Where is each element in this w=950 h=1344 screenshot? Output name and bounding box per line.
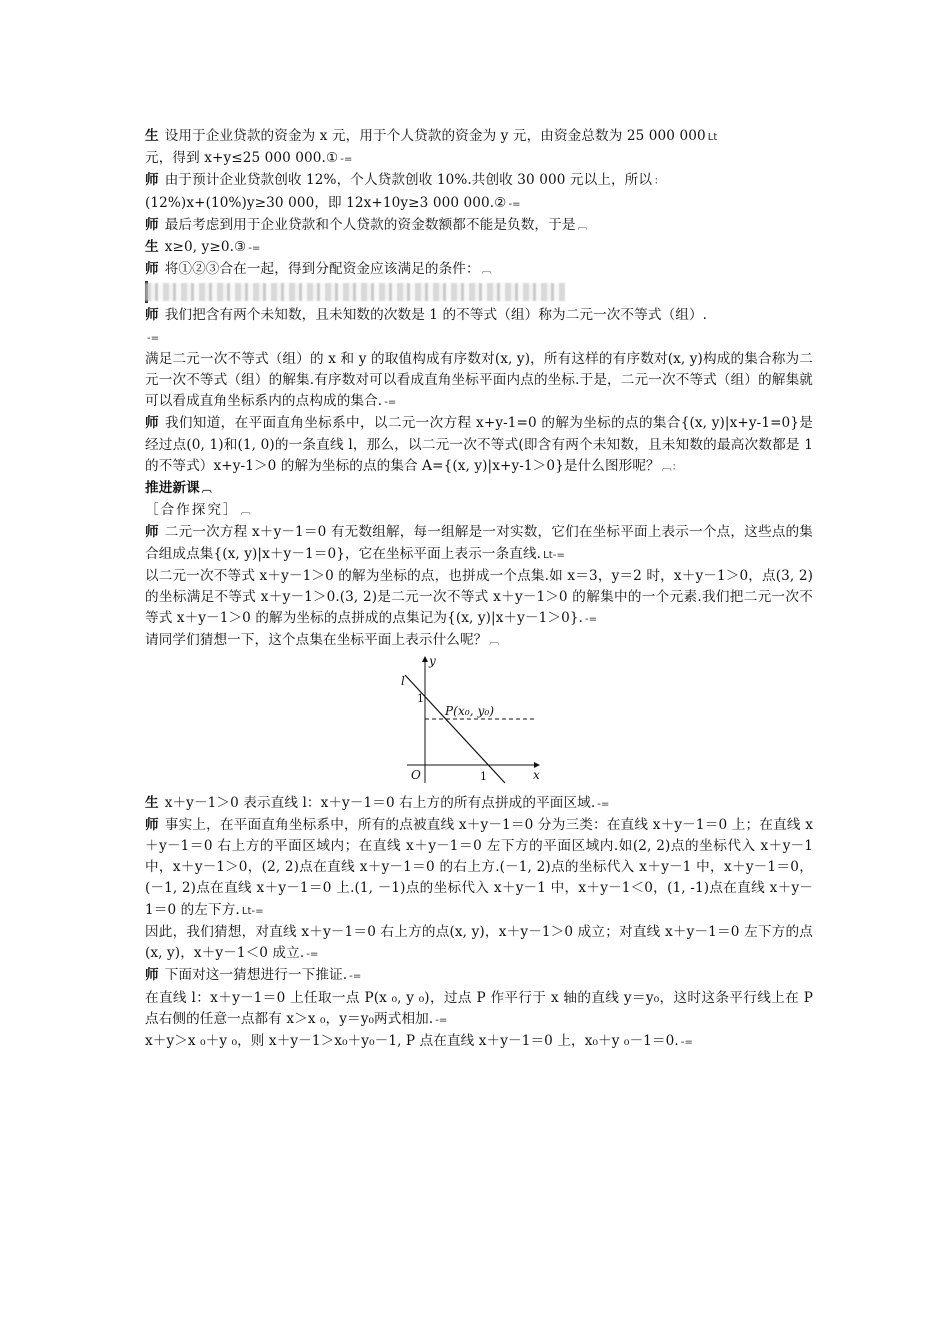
paragraph-text: 设用于企业贷款的资金为 x 元，用于个人贷款的资金为 y 元，由资金总数为 25 000 000 <box>164 128 706 144</box>
speaker-label: 师 <box>145 524 159 541</box>
paragraph-text: 将①②③合在一起，得到分配资金应该满足的条件： <box>164 261 480 278</box>
y-tick-label: 1 <box>417 691 425 705</box>
paragraph <box>145 1031 813 1053</box>
speaker-label: 师 <box>145 261 159 278</box>
scan-mark: Lt-= <box>543 549 565 561</box>
smudged-inequality-system <box>145 281 813 305</box>
scan-mark: -= <box>597 798 610 810</box>
paragraph-text: x＋y－1＞0 表示直线 l：x＋y－1＝0 右上方的所有点拼成的平面区域. <box>164 794 596 811</box>
paragraph <box>145 988 813 1031</box>
document-content <box>145 126 813 1053</box>
scan-mark: ︹ <box>481 265 492 277</box>
paragraph <box>145 126 813 148</box>
line-l-label: l <box>401 673 405 688</box>
scan-mark: -= <box>508 198 521 210</box>
exploration-dialogue <box>145 522 813 652</box>
y-axis-label: y <box>429 653 436 668</box>
scan-mark: ︹ <box>577 220 588 232</box>
section-heading: 推进新课 ︹ <box>145 480 212 497</box>
coordinate-diagram <box>397 653 547 787</box>
scan-mark: ： <box>654 176 665 188</box>
scan-mark: Lt <box>707 132 718 143</box>
paragraph <box>145 793 813 815</box>
point-p-label: P(x₀, y₀) <box>445 703 495 718</box>
paragraph-text: x≥0, y≥0.③ <box>164 239 247 256</box>
subsection-heading: ［合作探究］ ︹ <box>145 502 253 519</box>
speaker-label: 生 <box>145 128 159 144</box>
origin-label: O <box>411 767 421 782</box>
scan-mark: -= <box>248 243 261 255</box>
paragraph <box>145 922 813 965</box>
paragraph-text: 下面对这一猜想进行一下推证. <box>164 967 348 984</box>
paragraph <box>145 815 813 922</box>
paragraph-text: 元，得到 x+y≤25 000 000.① <box>145 150 339 167</box>
speaker-label: 生 <box>145 239 159 256</box>
speaker-label: 生 <box>145 794 159 811</box>
paragraph <box>145 193 813 215</box>
scan-mark: -= <box>680 1036 693 1048</box>
speaker-label: 师 <box>145 816 159 833</box>
paragraph-text: 我们知道，在平面直角坐标系中，以二元一次方程 x+y-1=0 的解为坐标的点的集合{(x, y)|x+y-1=0}是经过点(0, 1)和(1, 0)的一条直线 l，那么，以二元一次不等式(即含有两个未知数，且未知数的最高次数都是 1 的不等式）x+y-1＞0 的解为坐标的点的集合 A={(x, y)|x+y-1＞0}是什么图形呢？ <box>145 415 813 474</box>
paragraph <box>145 327 813 349</box>
speaker-label: 师 <box>145 172 159 189</box>
paragraph <box>145 630 813 652</box>
proof-dialogue <box>145 793 813 1053</box>
paragraph <box>145 170 813 192</box>
scan-mark: -= <box>340 154 353 166</box>
paragraph-text: 由于预计企业贷款创收 12%，个人贷款创收 10%.共创收 30 000 元以上，所以 <box>164 172 653 189</box>
scan-mark: ︹ <box>489 636 500 648</box>
paragraph <box>145 237 813 259</box>
scan-mark: ︹： <box>661 461 682 473</box>
definition-dialogue <box>145 305 813 478</box>
intro-dialogue <box>145 126 813 281</box>
x-tick-label: 1 <box>480 769 488 783</box>
speaker-label: 师 <box>145 307 159 324</box>
paragraph <box>145 259 813 281</box>
paragraph-text: 满足二元一次不等式（组）的 x 和 y 的取值构成有序数对(x, y)，所有这样的有序数对(x, y)构成的集合称为二元一次不等式（组）的解集.有序数对可以看成直角坐标平面内点的坐标.于是，二元一次不等式（组）的解集就可以看成直角坐标系内的点构成的集合. <box>145 350 813 410</box>
speaker-label: 师 <box>145 967 159 984</box>
paragraph <box>145 305 813 326</box>
paragraph <box>145 413 813 478</box>
paragraph-text: 请同学们猜想一下，这个点集在坐标平面上表示什么呢？ <box>145 632 488 649</box>
scan-mark: -= <box>584 614 598 626</box>
scan-mark: -= <box>384 397 397 409</box>
x-axis-label: x <box>533 767 540 782</box>
scan-mark: -= <box>349 971 362 983</box>
paragraph-text: 二元一次方程 x＋y－1＝0 有无数组解，每一组解是一对实数，它们在坐标平面上表示一个点，这些点的集合组成点集{(x, y)|x＋y－1＝0}，它在坐标平面上表示一条直线. <box>145 524 813 562</box>
speaker-label: 师 <box>145 216 159 233</box>
scan-mark: -= <box>147 332 160 344</box>
paragraph <box>145 522 813 565</box>
paragraph-text: 因此，我们猜想，对直线 x＋y－1＝0 右上方的点(x, y)，x＋y－1＞0 成立；对直线 x＋y－1＝0 左下方的点(x, y)，x＋y－1＜0 成立. <box>145 923 813 962</box>
paragraph-text: 事实上，在平面直角坐标系中，所有的点被直线 x＋y－1＝0 分为三类：在直线 x＋y－1＝0 上；在直线 x＋y－1＝0 右上方的平面区域内；在直线 x＋y－1＝0 左下方的平面区域内.如(2, 2)点的坐标代入 x＋y－1 中，x＋y－1＞0，(2, 2)点在直线 x＋y－1＝0 的右上方.(－1, 2)点的坐标代入 x＋y－1 中，x＋y－1＝0，(－1, 2)点在直线 x＋y－1＝0 上.(1, －1)点的坐标代入 x＋y－1 中，x＋y－1＜0，(1, -1)点在直线 x＋y－1＝0 的左下方. <box>145 816 813 918</box>
paragraph-text: 以二元一次不等式 x＋y－1＞0 的解为坐标的点，也拼成一个点集.如 x＝3，y＝2 时，x＋y－1＞0，点(3, 2)的坐标满足不等式 x＋y－1＞0.(3, 2)是二元一次不等式 x＋y－1＞0 的解集中的一个元素.我们把二元一次不等式 x＋y－1＞0 的解为坐标的点拼成的点集记为{(x, y)|x＋y－1＞0}. <box>145 567 813 627</box>
paragraph-text: 在直线 l：x＋y－1＝0 上任取一点 P(x ₀, y ₀)，过点 P 作平行于 x 轴的直线 y＝y₀，这时这条平行线上在 P 点右侧的任意一点都有 x＞x ₀，y＝y₀两式相加. <box>145 989 813 1027</box>
paragraph-text: 最后考虑到用于企业贷款和个人贷款的资金数额都不能是负数，于是 <box>164 216 576 233</box>
paragraph-text: (12%)x+(10%)y≥30 000，即 12x+10y≥3 000 000.② <box>145 194 507 211</box>
paragraph <box>145 566 813 631</box>
scan-mark: -= <box>306 949 319 961</box>
speaker-label: 师 <box>145 415 159 432</box>
paragraph-text: 我们把含有两个未知数，且未知数的次数是 1 的不等式（组）称为二元一次不等式（组）. <box>164 307 708 324</box>
paragraph <box>145 965 813 987</box>
paragraph <box>145 148 813 170</box>
scan-mark: Lt-= <box>241 905 264 917</box>
scan-mark: -= <box>435 1014 448 1026</box>
blurred-formula-image <box>145 283 565 301</box>
line-figure <box>145 653 813 793</box>
paragraph <box>145 349 813 414</box>
paragraph-text: x＋y＞x ₀＋y ₀，则 x＋y－1＞x₀＋y₀－1, P 点在直线 x＋y－1＝0 上，x₀＋y ₀－1＝0. <box>145 1032 679 1049</box>
paragraph <box>145 215 813 237</box>
